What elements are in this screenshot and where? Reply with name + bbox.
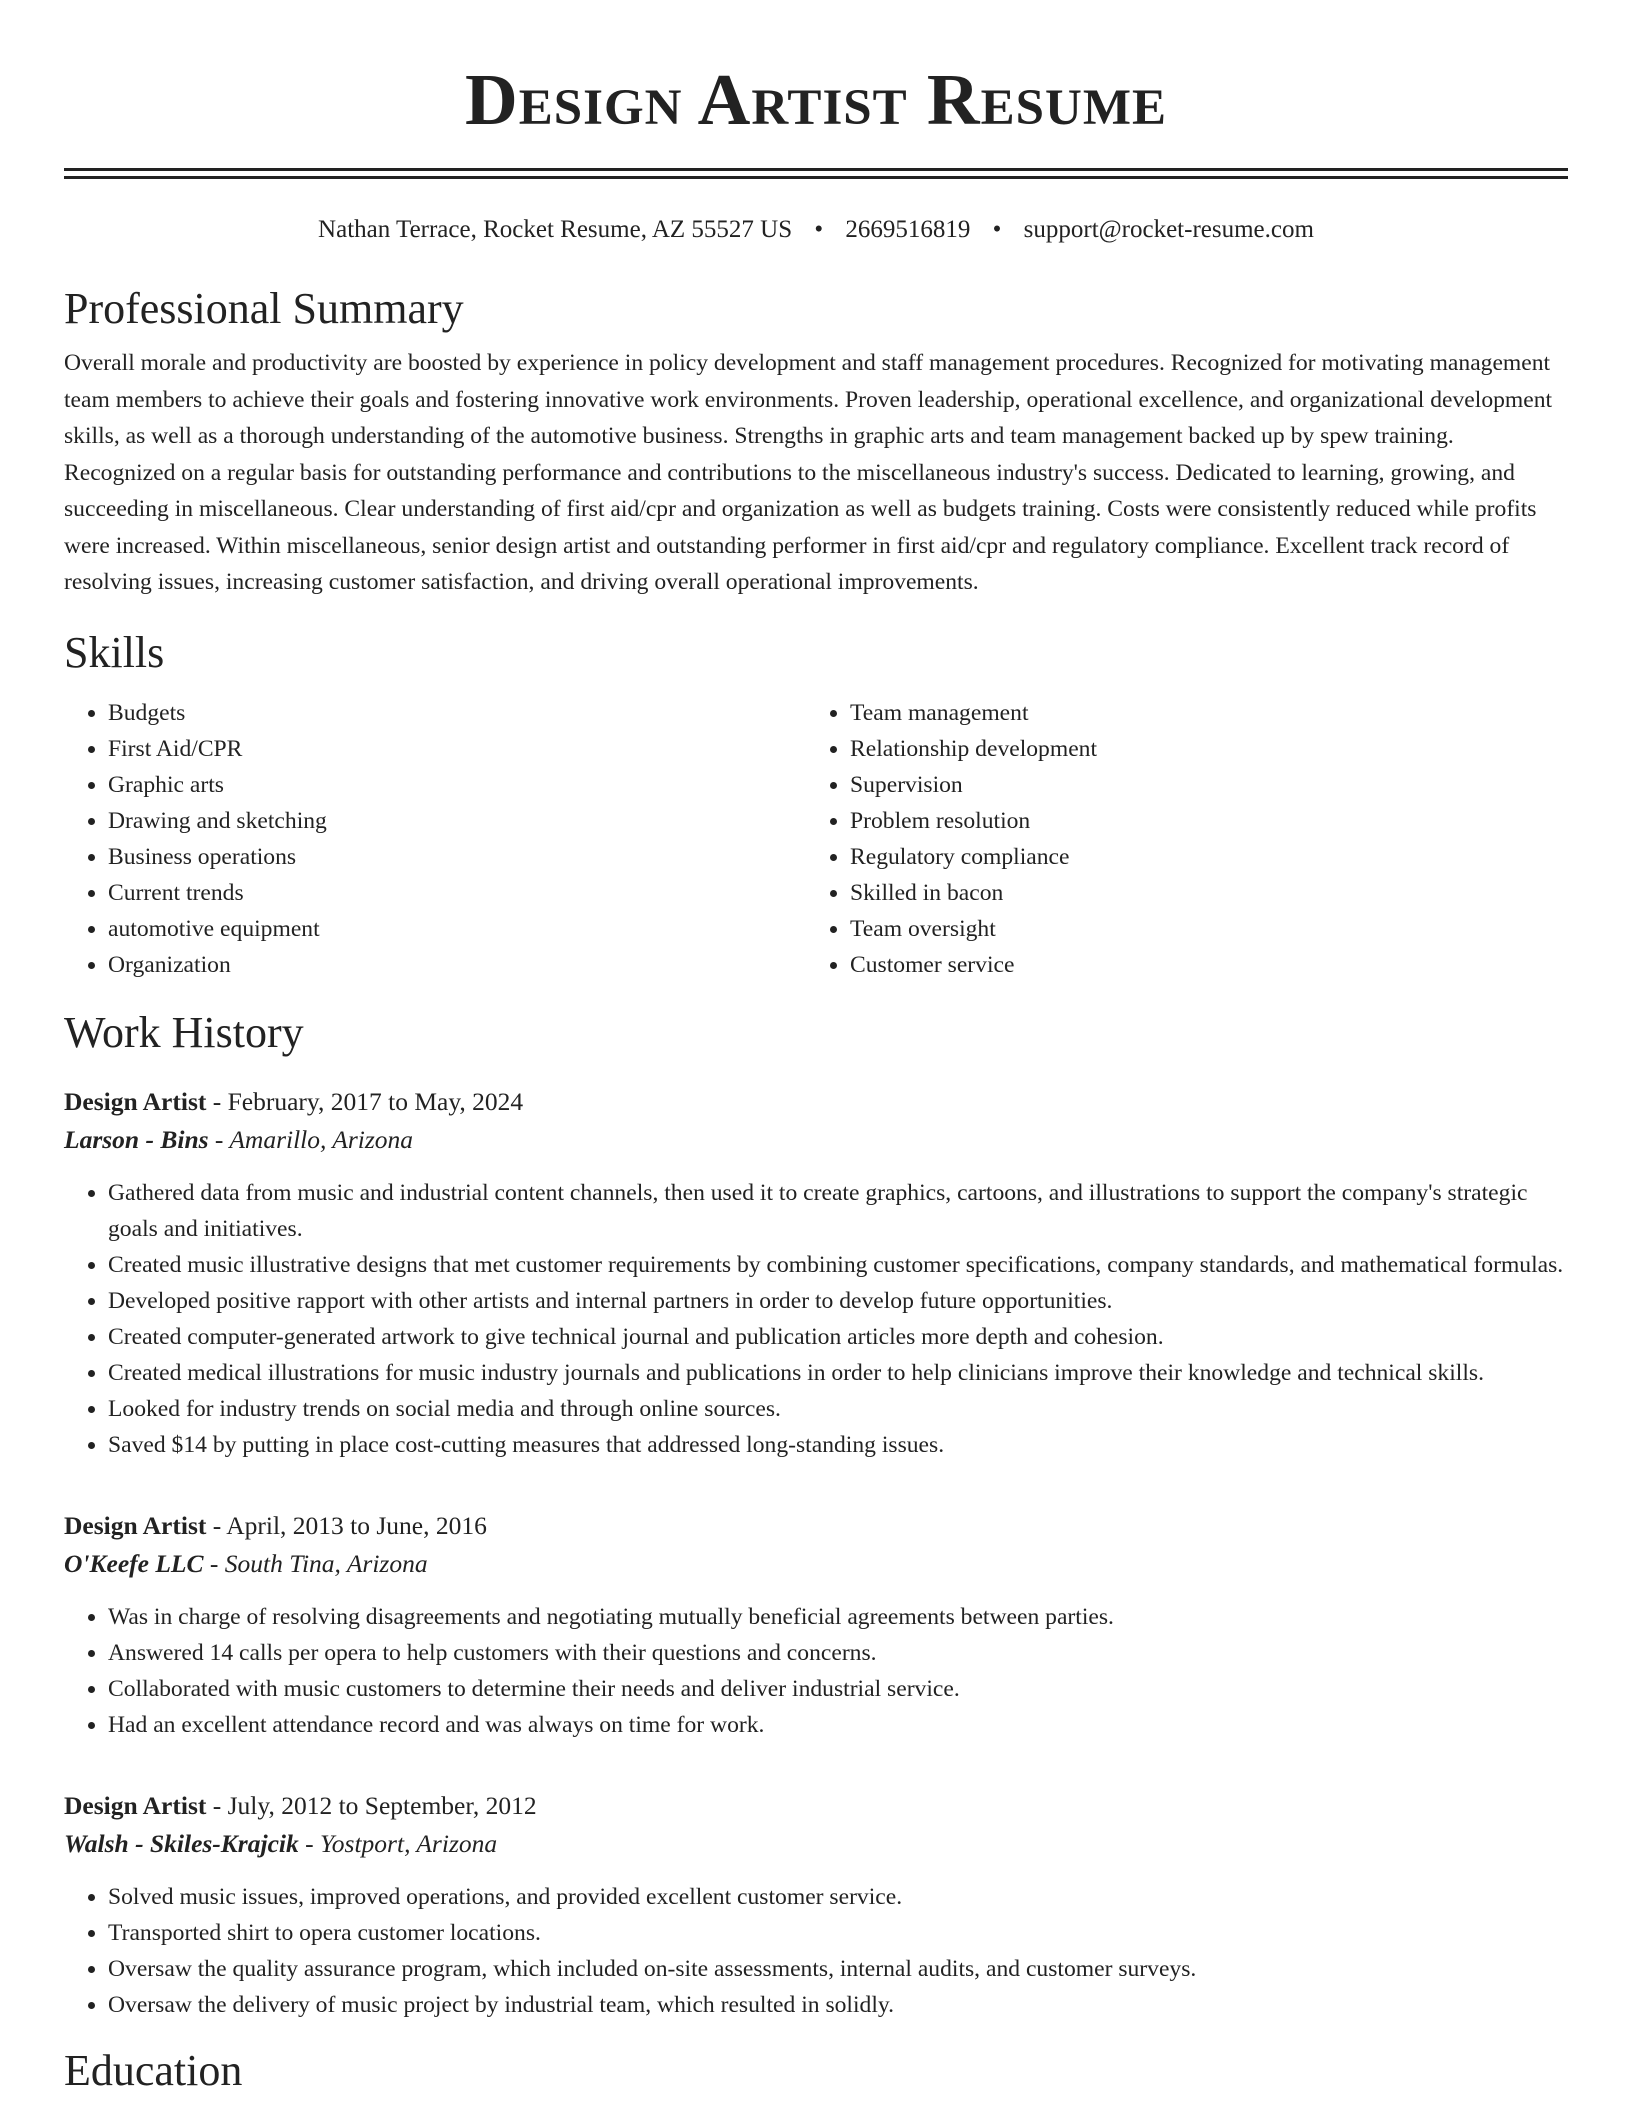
job-bullet: • Gathered data from music and industrial content channels, then used it to create graphics, cartoons, and illustrations to support the company's strategic goals and initiatives.: [108, 1175, 1568, 1247]
skill-item: • Customer service: [850, 947, 1548, 983]
employer-line: [64, 1121, 1568, 1159]
job-bullet: • Was in charge of resolving disagreements and negotiating mutually beneficial agreements between parties.: [108, 1599, 1568, 1635]
summary-heading: Professional Summary: [64, 284, 464, 333]
skill-item: • Regulatory compliance: [850, 839, 1548, 875]
job-title: Design Artist: [64, 1086, 207, 1116]
job-bullet: • Looked for industry trends on social media and through online sources.: [108, 1391, 1568, 1427]
skill-item: • Relationship development: [850, 731, 1548, 767]
job-title: Design Artist: [64, 1790, 207, 1820]
employer-line: [64, 1545, 1568, 1583]
job-bullets: [64, 1175, 1568, 1463]
job-bullets: [64, 1599, 1568, 1743]
job-bullet: • Had an excellent attendance record and was always on time for work.: [108, 1707, 1568, 1743]
job-bullet: • Saved $14 by putting in place cost-cutting measures that addressed long-standing issues.: [108, 1427, 1568, 1463]
skills-heading: Skills: [64, 627, 165, 677]
skill-item: • Drawing and sketching: [108, 803, 806, 839]
job-bullet: • Created music illustrative designs that met customer requirements by combining customer specifications, company standards, and mathematical formulas.: [108, 1247, 1568, 1283]
job-bullet: • Solved music issues, improved operations, and provided excellent customer service.: [108, 1879, 1568, 1915]
resume-page: [64, 0, 1568, 2097]
education-heading: Education: [64, 2045, 243, 2095]
job-title-line: [64, 1787, 1568, 1825]
skill-item: • Problem resolution: [850, 803, 1548, 839]
contact-phone: 2669516819: [845, 216, 971, 243]
contact-separator: •: [814, 216, 824, 243]
job-bullet: • Collaborated with music customers to determine their needs and deliver industrial service.: [108, 1671, 1568, 1707]
job-title-line: [64, 1083, 1568, 1121]
job-title-line: [64, 1507, 1568, 1545]
skill-item: • Organization: [108, 947, 806, 983]
skills-column-left: [64, 695, 806, 983]
employer-location: - Amarillo, Arizona: [208, 1124, 414, 1154]
contact-email: support@rocket-resume.com: [1023, 216, 1314, 243]
summary-text: Overall morale and productivity are boosted by experience in policy development and staff management procedures. Recognized for motivating management team members to achieve their goals and fostering innovative work environments. Proven leadership, operational excellence, and organizational development skills, as well as a thorough understanding of the automotive business. Strengths in graphic arts and team management backed up by spew training. Recognized on a regular basis for outstanding performance and contributions to the miscellaneous industry's success. Dedicated to learning, growing, and succeeding in miscellaneous. Clear understanding of first aid/cpr and organization as well as budgets training. Costs were consistently reduced while profits were increased. Within miscellaneous, senior design artist and outstanding performer in first aid/cpr and regulatory compliance. Excellent track record of resolving issues, increasing customer satisfaction, and driving overall operational improvements.: [64, 350, 1553, 595]
job-entry: [64, 1787, 1568, 2023]
title-divider: [64, 168, 1568, 179]
employer-name: Walsh - Skiles-Krajcik: [64, 1828, 299, 1858]
skills-column-right: [806, 695, 1548, 983]
job-bullet: • Oversaw the quality assurance program, which included on-site assessments, internal audits, and customer surveys.: [108, 1951, 1568, 1987]
employer-name: Larson - Bins: [64, 1124, 209, 1154]
work-history-heading: Work History: [64, 1007, 304, 1057]
job-dates: - April, 2013 to June, 2016: [206, 1510, 487, 1540]
contact-address: Nathan Terrace, Rocket Resume, AZ 55527 US: [318, 216, 793, 243]
job-entry: [64, 1507, 1568, 1743]
skill-item: • Skilled in bacon: [850, 875, 1548, 911]
contact-separator: •: [992, 216, 1002, 243]
employer-location: - South Tina, Arizona: [203, 1548, 428, 1578]
skill-item: • automotive equipment: [108, 911, 806, 947]
job-dates: - February, 2017 to May, 2024: [206, 1086, 524, 1116]
skill-item: • Supervision: [850, 767, 1548, 803]
skill-item: • Team oversight: [850, 911, 1548, 947]
skills-list: [64, 695, 1568, 983]
skill-item: • Team management: [850, 695, 1548, 731]
employer-line: [64, 1825, 1568, 1863]
skill-item: • First Aid/CPR: [108, 731, 806, 767]
job-bullet: • Created medical illustrations for music industry journals and publications in order to help clinicians improve their knowledge and technical skills.: [108, 1355, 1568, 1391]
skill-item: • Budgets: [108, 695, 806, 731]
job-bullet: • Transported shirt to opera customer locations.: [108, 1915, 1568, 1951]
job-bullet: • Developed positive rapport with other artists and internal partners in order to develop future opportunities.: [108, 1283, 1568, 1319]
employer-location: - Yostport, Arizona: [298, 1828, 498, 1858]
job-entry: [64, 1083, 1568, 1463]
job-bullets: [64, 1879, 1568, 2023]
job-bullet: • Answered 14 calls per opera to help customers with their questions and concerns.: [108, 1635, 1568, 1671]
page-title: Design Artist Resume: [465, 59, 1167, 140]
skill-item: • Graphic arts: [108, 767, 806, 803]
job-dates: - July, 2012 to September, 2012: [206, 1790, 537, 1820]
employer-name: O'Keefe LLC: [64, 1548, 204, 1578]
skill-item: • Current trends: [108, 875, 806, 911]
job-bullet: • Created computer-generated artwork to give technical journal and publication articles more depth and cohesion.: [108, 1319, 1568, 1355]
contact-line: [64, 215, 1568, 245]
job-bullet: • Oversaw the delivery of music project by industrial team, which resulted in solidly.: [108, 1987, 1568, 2023]
skill-item: • Business operations: [108, 839, 806, 875]
job-title: Design Artist: [64, 1510, 207, 1540]
